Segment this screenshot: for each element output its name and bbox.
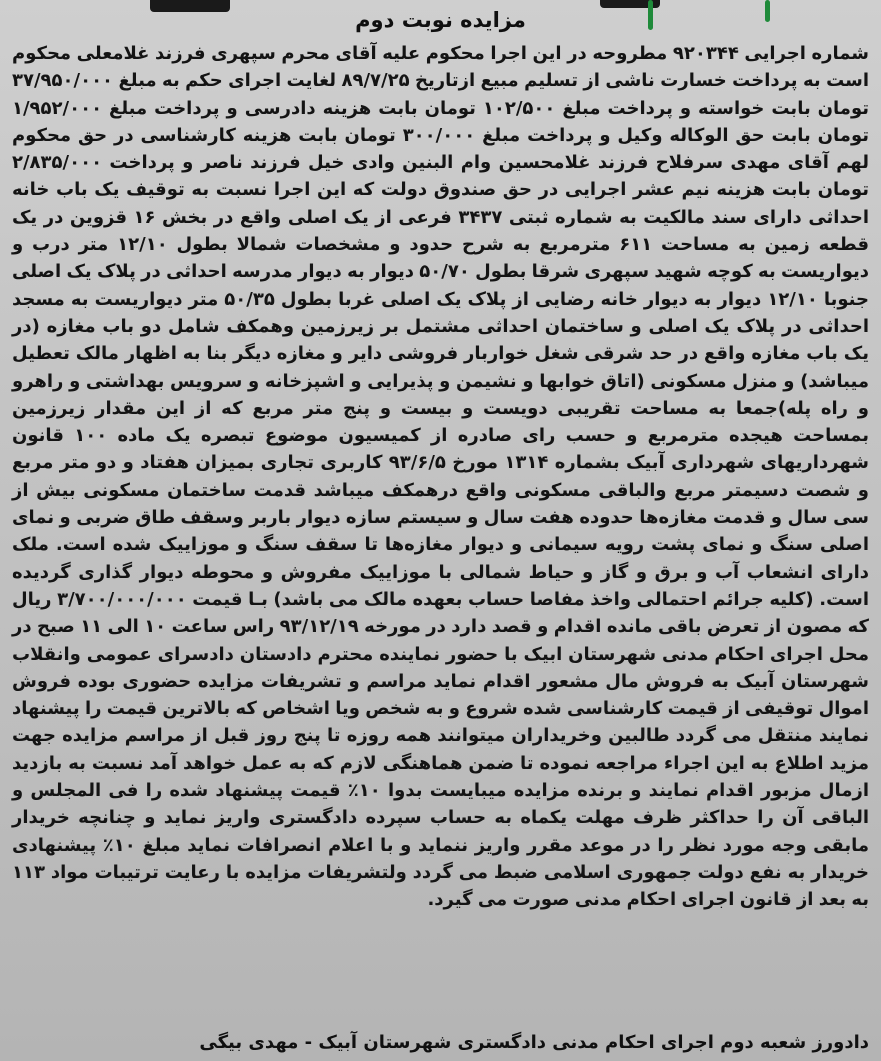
notice-title: مزایده نوبت دوم: [355, 8, 526, 32]
notice-body: شماره اجرایی ۹۲۰۳۴۴ مطروحه در این اجرا محکوم علیه آقای محرم سپهری فرزند غلامعلی محکوم است به پرداخت خسارت ناشی از تسلیم مبیع ازتاریخ ۸۹/۷/۲۵ لغایت اجرای حکم به مبلغ ۳۷/۹۵۰/۰۰۰ تومان بابت خواسته و پرداخت مبلغ ۱۰۲/۵۰۰ تومان بابت هزینه دادرسی و پرداخت مبلغ ۱/۹۵۲/۰۰۰ تومان بابت حق الوکاله وکیل و پرداخت مبلغ ۳۰۰/۰۰۰ تومان بابت هزینه کارشناسی در حق محکوم لهم آقای مهدی سرفلاح فرزند غلامحسین وام البنین وادی خیل فرزند ناصر و پرداخت ۲/۸۳۵/۰۰۰ تومان بابت هزینه نیم عشر اجرایی در حق صندوق دولت که این اجرا نسبت به توقیف یک باب خانه احداثی دارای سند مالکیت به شماره ثبتی ۳۴۳۷ فرعی از یک اصلی واقع در بخش ۱۶ قزوین در یک قطعه زمین به مساحت ۶۱۱ مترمربع به شرح حدود و مشخصات شمالا بطول ۱۲/۱۰ متر درب و دیواریست به کوچه شهید سپهری شرقا بطول ۵۰/۷۰ دیوار به دیوار مدرسه احداثی در پلاک یک اصلی جنوبا ۱۲/۱۰ دیوار به دیوار خانه رضایی از پلاک یک اصلی غربا بطول ۵۰/۳۵ متر دیواریست به مسجد احداثی در پلاک یک اصلی و ساختمان احداثی مشتمل بر زیرزمین وهمکف شامل دو باب مغازه (در یک باب مغازه واقع در حد شرقی شغل خواربار فروشی دایر و مغازه دیگر بنا به اظهار مالک تعطیل میباشد) و منزل مسکونی (اتاق خوابها و نشیمن و پذیرایی و اشپزخانه و سرویس بهداشتی و راهرو و راه پله)جمعا به مساحت تقریبی دویست و بیست و پنج متر مربع که از این مقدار زیرزمین بمساحت هیجده مترمربع و حسب رای صادره از کمیسیون موضوع تبصره یک ماده ۱۰۰ قانون شهرداریهای شهرداری آبیک بشماره ۱۳۱۴ مورخ ۹۳/۶/۵ کاربری تجاری بمیزان هفتاد و دو متر مربع و شصت دسیمتر مربع والباقی مسکونی واقع درهمکف میباشد قدمت ساختمان مسکونی بیش از سی سال و قدمت مغازه‌ها حدوده هفت سال و سیستم سازه دیوار باربر وسقف طاق ضربی و نمای اصلی سنگ و نمای پشت رویه سیمانی و دیوار مغازه‌ها تا سقف سنگ و موزاییک شده است. ملک دارای انشعاب آب و برق و گاز و حیاط شمالی با موزاییک مفروش و محوطه دیوار گذاری گردیده است. (کلیه جرائم احتمالی واخذ مفاصا حساب بعهده مالک می باشد) بـا قیمت ۳/۷۰۰/۰۰۰/۰۰۰ ریال که مصون از تعرض باقی مانده اقدام و قصد دارد در مورخه ۹۳/۱۲/۱۹ راس ساعت ۱۰ الی ۱۱ صبح در محل اجرای احکام مدنی شهرستان ابیک با حضور نماینده محترم دادستان دادسرای عمومی وانقلاب شهرستان آبیک به فروش مال مشعور اقدام نماید مراسم و تشریفات مزایده حضوری بوده فروش اموال توقیفی از قیمت کارشناسی شده شروع و به شخص ویا اشخاص که بالاترین قیمت را پیشنهاد نمایند منتقل می گردد طالبین وخریداران میتوانند همه روزه تا پنج روز قبل از مراسم مزایده جهت مزید اطلاع به این اجراء مراجعه نموده تا ضمن هماهنگی لازم که به عمل خواهد آمد نسبت به بازدید ازمال مزبور اقدام نمایند و برنده مزایده میبایست بدوا ۱۰٪ قیمت پیشنهاد شده را فی المجلس و الباقی آن را حداکثر ظرف مهلت یکماه به حساب سپرده دادگستری واریز نماید و چنانچه خریدار مابقی وجه مورد نظر را در موعد مقرر واریز ننماید و با اعلام انصرافات نماید مبلغ ۱۰٪ پیشنهادی خریدار به نفع دولت جمهوری اسلامی ضبط می گردد ولتشریفات مزایده با رعایت ترتیبات مواد ۱۱۳ به بعد از قانون اجرای احکام مدنی صورت می گیرد.: [12, 43, 870, 911]
notice-signature: دادورز شعبه دوم اجرای احکام مدنی دادگستری شهرستان آبیک - مهدی بیگی: [199, 1032, 869, 1053]
